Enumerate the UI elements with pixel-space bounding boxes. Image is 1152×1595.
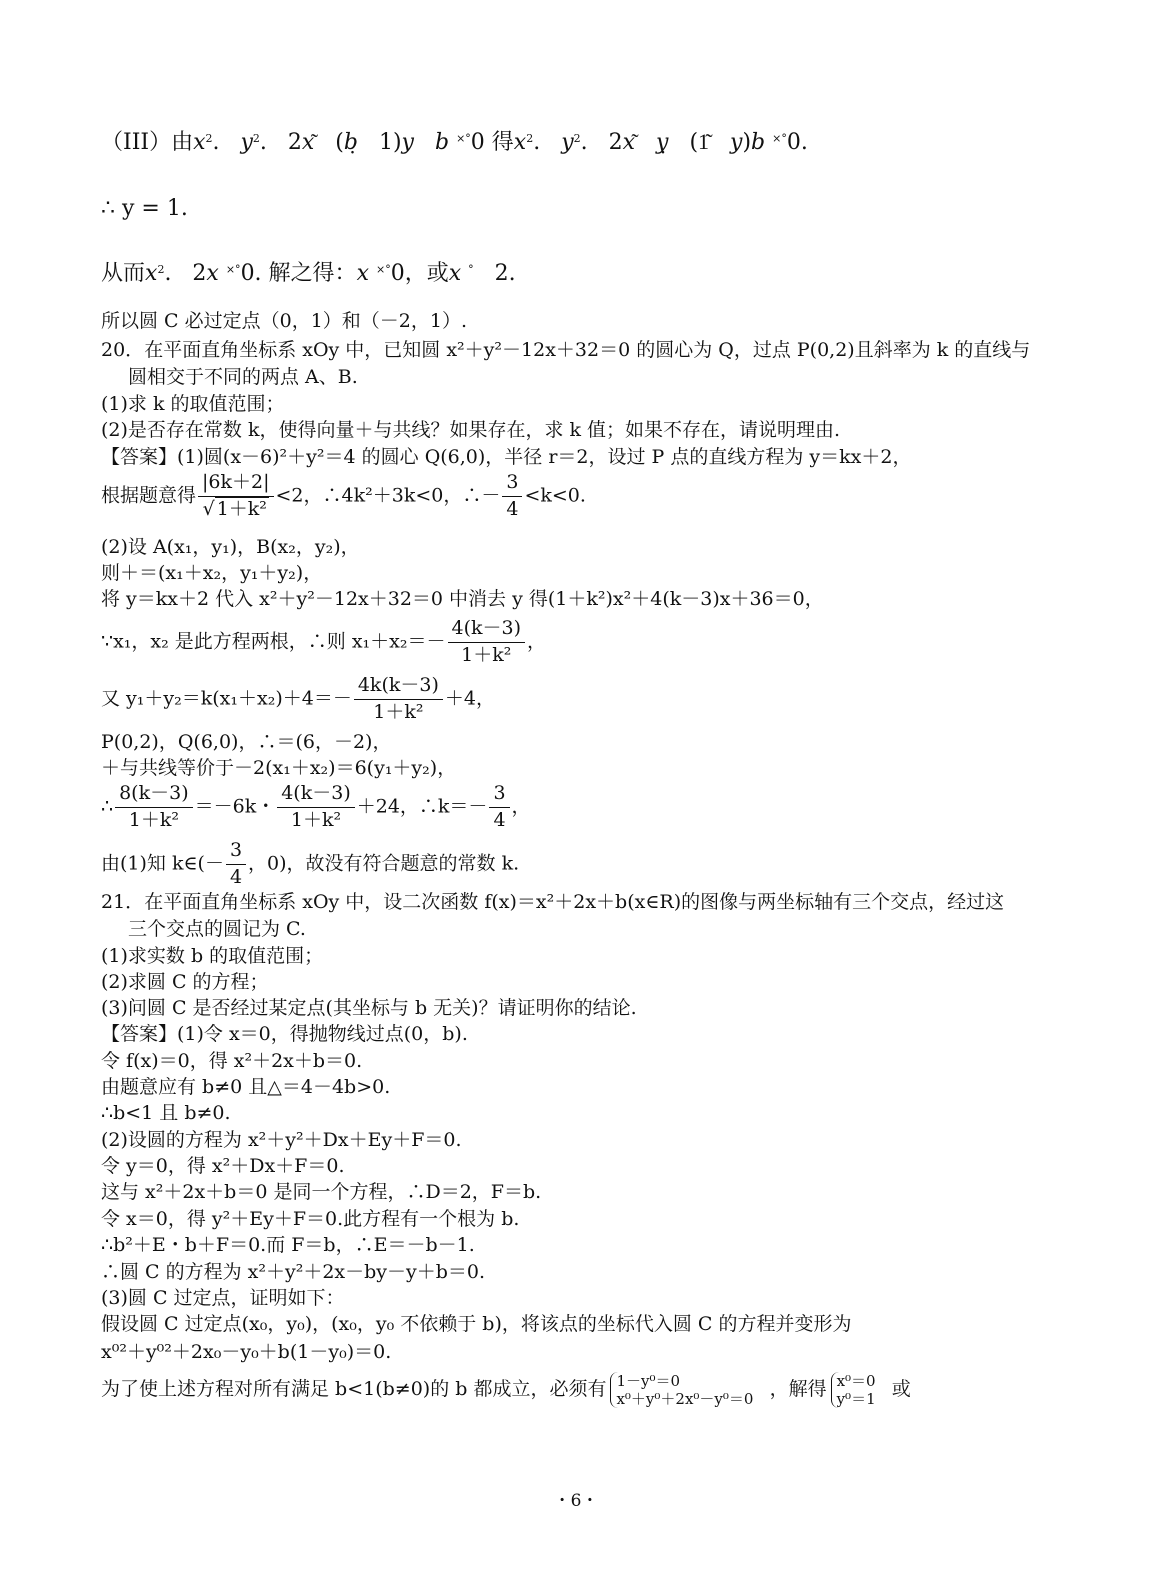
- q20-a8: P(0,2)，Q(6,0)，∴＝(6，－2)，: [101, 731, 392, 753]
- frac-num: 4(k－3): [277, 781, 355, 808]
- system-line: x⁰＝0: [836, 1372, 876, 1390]
- q21-a10: ∴圆 C 的方程为 x²＋y²＋2x－by－y＋b＝0.: [101, 1261, 486, 1283]
- q21-a8: 令 x＝0，得 y²＋Ey＋F＝0.此方程有一个根为 b.: [101, 1208, 520, 1230]
- system-line: x⁰＋y⁰＋2x⁰－y⁰＝0: [616, 1390, 754, 1408]
- q20-answer-line6: [101, 616, 546, 669]
- q21-a14-end: 或: [891, 1378, 911, 1400]
- frac-den: 4: [506, 497, 519, 520]
- q21-a2: 令 f(x)＝0，得 x²＋2x＋b＝0.: [101, 1050, 363, 1072]
- q20-frac-rhs: [277, 781, 355, 834]
- q20-frac-distance: [198, 470, 274, 523]
- q20-a6-pre: ∵x₁，x₂ 是此方程两根，∴则 x₁＋x₂＝－: [101, 630, 446, 653]
- q21-a5: (2)设圆的方程为 x²＋y²＋Dx＋Ey＋F＝0.: [101, 1129, 462, 1151]
- prev-therefore-y: ∴ y = 1.: [101, 196, 188, 221]
- frac-num: |6k＋2|: [198, 470, 274, 497]
- q20-frac-k: [489, 781, 509, 834]
- q20-frac-lhs: [115, 781, 193, 834]
- q20-answer-line2: [101, 470, 586, 523]
- q20-answer-line10: [101, 781, 531, 834]
- q20-a10-pre: ∴: [101, 795, 114, 818]
- frac-den: 4: [229, 865, 243, 888]
- q21-part1: (1)求实数 b 的取值范围；: [101, 945, 324, 967]
- q21-stem1: 在平面直角坐标系 xOy 中，设二次函数 f(x)＝x²＋2x＋b(x∈R)的图像与两坐标轴有三个交点，经过这: [144, 891, 1005, 913]
- q20-frac-sum-x: [448, 616, 526, 669]
- q20-part1: (1)求 k 的取值范围；: [101, 393, 285, 415]
- prev-conclude-line: 从而$x^2$. 2x ×°0. 解之得：x ×°0，或x ° 2.: [101, 261, 516, 286]
- q20-a10-end: ，: [511, 795, 531, 818]
- q20-a5: 将 y＝kx＋2 代入 x²＋y²－12x＋32＝0 中消去 y 得(1＋k²)x²＋4(k－3)x＋36＝0，: [101, 588, 824, 610]
- frac-num: 3: [489, 781, 509, 808]
- q20-answer-line7: [101, 673, 495, 726]
- frac-num: 3: [502, 470, 522, 497]
- q20-a2-pre: 根据题意得: [101, 484, 197, 507]
- frac-num: 8(k－3): [115, 781, 193, 808]
- q21-system-2: [831, 1372, 876, 1408]
- q20-a7-post: ＋4，: [444, 687, 495, 710]
- frac-den-root: 1＋k²: [216, 497, 267, 520]
- q21-a12: 假设圆 C 过定点(x₀，y₀)，(x₀，y₀ 不依赖于 b)，将该点的坐标代入圆 C 的方程并变形为: [101, 1313, 852, 1335]
- q20-answer-line1: [101, 448, 911, 467]
- prev-fixed-points: 所以圆 C 必过定点（0，1）和（－2，1）.: [101, 310, 468, 332]
- prev-part3-label: （III）由: [101, 130, 194, 155]
- q21-a6: 令 y＝0，得 x²＋Dx＋F＝0.: [101, 1155, 345, 1177]
- system-line: y⁰＝1: [836, 1390, 876, 1408]
- q21-a1: (1)令 x＝0，得抛物线过点(0，b).: [177, 1023, 468, 1045]
- q21-answer-label: 【答案】: [101, 1023, 178, 1045]
- prev-conclude-b: 解之得：: [268, 261, 357, 286]
- q20-stem-line1: [101, 341, 1030, 360]
- q21-stem-line1: [101, 893, 1004, 912]
- frac-den: 1＋k²: [373, 700, 424, 723]
- q21-a3: 由题意应有 b≠0 且△＝4－4b>0.: [101, 1076, 391, 1098]
- q20-a11-post: ，0)，故没有符合题意的常数 k.: [248, 852, 520, 875]
- q21-system-1: [610, 1372, 753, 1408]
- q20-a9: ＋与共线等价于－2(x₁＋x₂)＝6(y₁＋y₂)，: [101, 757, 457, 779]
- q20-a2-end: <k<0.: [524, 484, 586, 507]
- q21-part2: (2)求圆 C 的方程；: [101, 971, 269, 993]
- q20-frac-three-quarters: [502, 470, 522, 523]
- q20-part2: (2)是否存在常数 k，使得向量＋与共线？如果存在，求 k 值；如果不存在，请说明理由.: [101, 419, 841, 441]
- q20-answer-line11: [101, 838, 519, 891]
- prev-part3-period: .: [800, 130, 808, 155]
- q20-stem1: 在平面直角坐标系 xOy 中，已知圆 x²＋y²－12x＋32＝0 的圆心为 Q，过点 P(0,2)且斜率为 k 的直线与: [144, 339, 1031, 361]
- q21-a11: (3)圆 C 过定点，证明如下：: [101, 1287, 345, 1309]
- q20-a7-pre: 又 y₁＋y₂＝k(x₁＋x₂)＋4＝－: [101, 687, 352, 710]
- q20-number: 20．: [101, 339, 145, 361]
- q20-a11-pre: 由(1)知 k∈(－: [101, 852, 224, 875]
- q21-a7: 这与 x²＋2x＋b＝0 是同一个方程，∴D＝2，F＝b.: [101, 1181, 542, 1203]
- frac-den: 1＋k²: [128, 808, 179, 831]
- q21-part3: (3)问圆 C 是否经过某定点(其坐标与 b 无关)？请证明你的结论.: [101, 997, 637, 1019]
- q20-a2-post: <2，∴4k²＋3k<0，∴－: [275, 484, 501, 507]
- q21-a14-mid: ，解得: [769, 1378, 827, 1400]
- frac-den: 1＋k²: [290, 808, 342, 831]
- q20-a3: (2)设 A(x₁，y₁)，B(x₂，y₂)，: [101, 536, 360, 558]
- q21-answer-line1: [101, 1025, 468, 1044]
- q20-a4: 则＋＝(x₁＋x₂，y₁＋y₂)，: [101, 562, 323, 584]
- prev-part3-de: 得: [491, 130, 514, 155]
- q21-stem2: 三个交点的圆记为 C.: [128, 918, 306, 940]
- system-line: 1－y⁰＝0: [616, 1372, 681, 1390]
- frac-num: 4(k－3): [448, 616, 526, 643]
- q20-frac-sum-y: [354, 673, 443, 726]
- frac-num: 4k(k－3): [354, 673, 443, 700]
- prev-conclude-c: 或: [426, 261, 449, 286]
- frac-den: √ 1＋k²: [202, 497, 267, 520]
- q21-a14-pre: 为了使上述方程对所有满足 b<1(b≠0)的 b 都成立，必须有: [101, 1378, 607, 1400]
- q20-a10-mid2: ＋24，∴k＝－: [356, 795, 488, 818]
- q21-answer-line14: [101, 1372, 911, 1408]
- frac-den: 4: [493, 808, 506, 831]
- frac-num: 3: [226, 838, 246, 865]
- q21-a13: x⁰²＋y⁰²＋2x₀－y₀＋b(1－y₀)＝0.: [101, 1341, 392, 1363]
- prev-part3-line: （III）由$x^2$. $y^2$. 2x͂ (ḅ 1)y b ×°0 得$x^2$. $y^2$. 2x͂ ỵ (1͂ y)b ×°0.: [101, 130, 808, 155]
- q20-stem2: 圆相交于不同的两点 A、B.: [128, 366, 358, 388]
- q20-frac-range: [226, 838, 246, 891]
- q21-number: 21．: [101, 891, 145, 913]
- frac-den: 1＋k²: [461, 643, 512, 666]
- prev-conclude-a: 从而: [101, 261, 146, 286]
- q20-a10-mid: ＝－6k・: [194, 795, 276, 818]
- q21-a4: ∴b<1 且 b≠0.: [101, 1102, 231, 1124]
- q20-answer-label: 【答案】: [101, 446, 178, 468]
- page-number: ・6・: [553, 1491, 599, 1511]
- q20-a1: (1)圆(x－6)²＋y²＝4 的圆心 Q(6,0)，半径 r＝2，设过 P 点的直线方程为 y＝kx＋2，: [177, 446, 912, 468]
- q20-a6-post: ，: [527, 630, 547, 653]
- q21-a9: ∴b²＋E・b＋F＝0.而 F＝b，∴E＝－b－1.: [101, 1234, 475, 1256]
